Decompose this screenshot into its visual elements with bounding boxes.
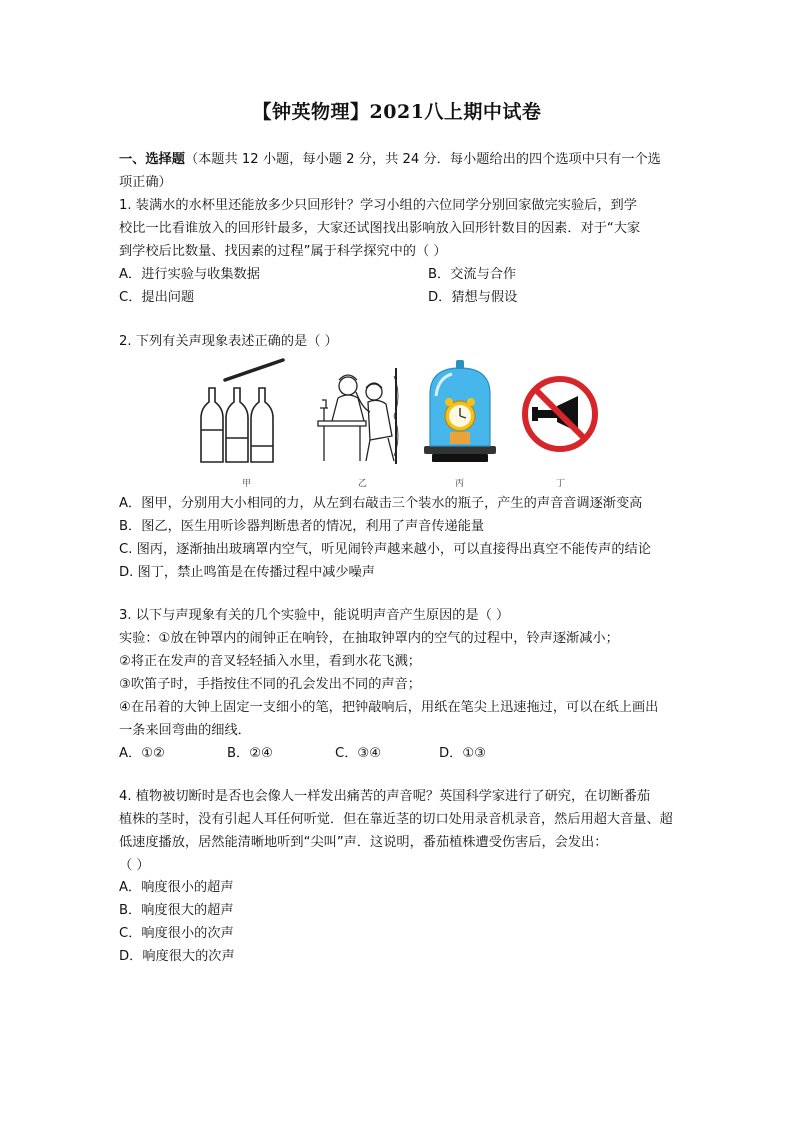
doctor-stethoscope-figure <box>308 366 408 466</box>
q3-options <box>119 744 486 764</box>
section-note-cont: 项正确） <box>119 175 172 190</box>
caption-bing: 丙 <box>455 479 465 489</box>
q4-option-a: A．响度很小的超声 <box>119 880 234 895</box>
q2-option-a: A．图甲，分别用大小相同的力，从左到右敲击三个装水的瓶子，产生的声音音调逐渐变高 <box>119 496 643 511</box>
q3-option-b: B．②④ <box>227 746 273 761</box>
section-note: （本题共 12 小题，每小题 2 分，共 24 分．每小题给出的四个选项中只有一个选 <box>184 152 661 167</box>
q3-line-2: 实验：①放在钟罩内的闹钟正在响铃，在抽取钟罩内的空气的过程中，铃声逐渐减小； <box>119 631 619 646</box>
q3-line-5: ④在吊着的大钟上固定一支细小的笔，把钟敲响后，用纸在笔尖上迅速拖过，可以在纸上画出 <box>119 700 659 715</box>
q4-line-1: 4. 植物被切断时是否也会像人一样发出痛苦的声音呢？英国科学家进行了研究，在切断番茄 <box>119 789 651 804</box>
q4-option-d: D．响度很大的次声 <box>119 949 235 964</box>
q1-line-2: 校比一比看谁放入的回形针最多，大家还试图找出影响放入回形针数目的因素．对于“大家 <box>119 221 641 236</box>
q2-option-d: D. 图丁，禁止鸣笛是在传播过程中减少噪声 <box>119 565 375 580</box>
q4-option-b: B．响度很大的超声 <box>119 903 234 918</box>
q4-option-c: C．响度很小的次声 <box>119 926 234 941</box>
page-title: 【钟英物理】2021八上期中试卷 <box>252 101 542 123</box>
q3-line-6: 一条来回弯曲的细线． <box>119 723 251 738</box>
bell-jar-figure <box>420 356 500 466</box>
q1-option-b: B．交流与合作 <box>428 267 517 282</box>
q1-option-d: D．猜想与假设 <box>428 290 518 305</box>
q3-stem: 3. 以下与声现象有关的几个实验中，能说明声音产生原因的是（ ） <box>119 608 510 623</box>
q3-option-c: C．③④ <box>335 746 382 761</box>
bottles-figure <box>195 358 287 468</box>
q1-option-c: C．提出问题 <box>119 290 195 305</box>
q4-line-3: 低速度播放，居然能清晰地听到“尖叫”声．这说明，番茄植株遭受伤害后，会发出： <box>119 835 608 850</box>
caption-jia: 甲 <box>242 479 252 489</box>
section-heading-line <box>119 150 661 170</box>
caption-ding: 丁 <box>556 479 566 489</box>
q4-line-4: （ ） <box>119 858 150 873</box>
q2-option-b: B．图乙，医生用听诊器判断患者的情况，利用了声音传递能量 <box>119 519 485 534</box>
section-heading: 一、选择题 <box>119 152 185 167</box>
q1-line-1: 1. 装满水的水杯里还能放多少只回形针？学习小组的六位同学分别回家做完实验后，到学 <box>119 198 637 213</box>
q1-option-a: A．进行实验与收集数据 <box>119 267 260 282</box>
q3-line-3: ②将正在发声的音叉轻轻插入水里，看到水花飞溅； <box>119 654 421 669</box>
q1-line-3: 到学校后比数量、找因素的过程”属于科学探究中的（ ） <box>119 244 447 259</box>
no-honking-sign-icon <box>520 374 600 454</box>
q3-line-4: ③吹笛子时，手指按住不同的孔会发出不同的声音； <box>119 677 421 692</box>
q3-option-d: D．①③ <box>439 746 486 761</box>
caption-yi: 乙 <box>358 479 368 489</box>
q4-line-2: 植株的茎时，没有引起人耳任何听觉．但在靠近茎的切口处用录音机录音，然后用超大音量、超 <box>119 812 673 827</box>
q2-stem: 2. 下列有关声现象表述正确的是（ ） <box>119 334 338 349</box>
q3-option-a: A．①② <box>119 746 165 761</box>
q2-option-c: C. 图丙，逐渐抽出玻璃罩内空气，听见闹铃声越来越小，可以直接得出真空不能传声的结论 <box>119 542 651 557</box>
